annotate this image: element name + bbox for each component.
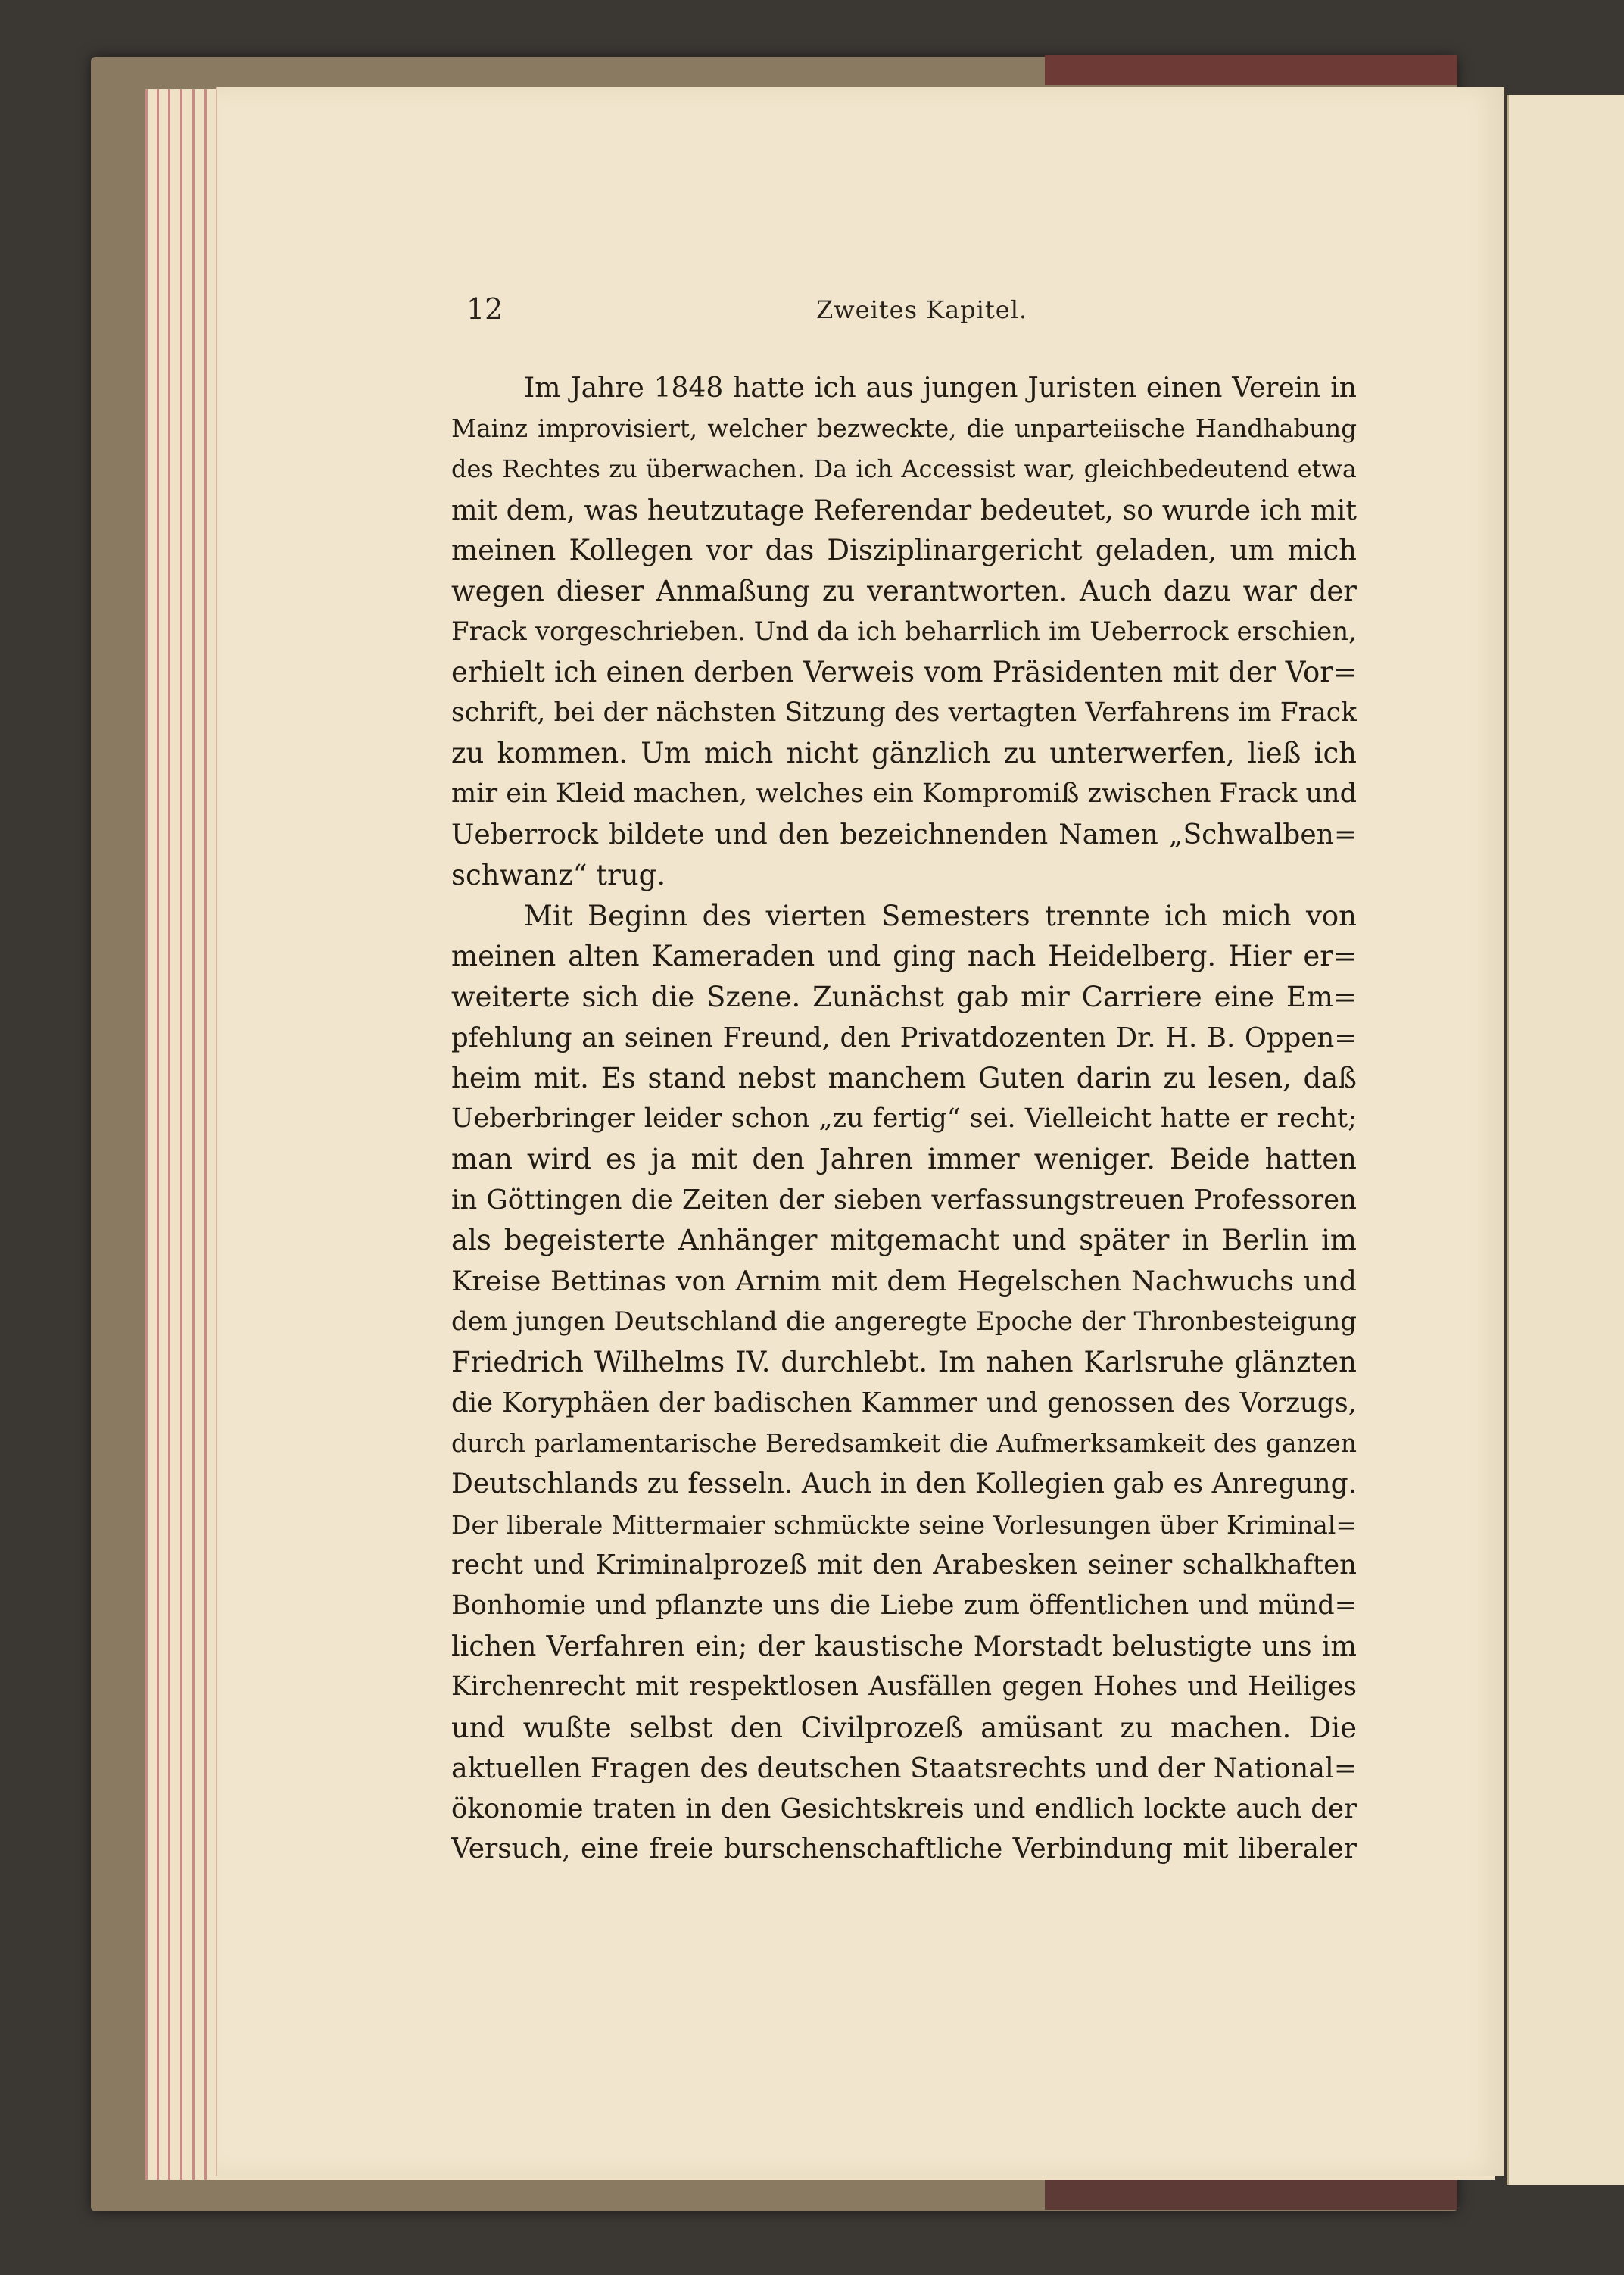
text-line: heim mit. Es stand nebst manchem Guten darin zu lesen, daß <box>451 1062 1357 1095</box>
text-line: mit dem, was heutzutage Referendar bedeutet, so wurde ich mit <box>451 493 1357 526</box>
text-line: die Koryphäen der badischen Kammer und genossen des Vorzugs, <box>451 1387 1357 1418</box>
text-line: und wußte selbst den Civilprozeß amüsant zu machen. Die <box>451 1711 1357 1744</box>
text-line: Ueberrock bildete und den bezeichnenden Namen „Schwalben= <box>451 819 1357 850</box>
text-line: Bonhomie und pflanzte uns die Liebe zum öffentlichen und münd= <box>451 1590 1357 1621</box>
text-line: erhielt ich einen derben Verweis vom Präsidenten mit der Vor= <box>451 656 1357 689</box>
text-line: meinen Kollegen vor das Disziplinargericht geladen, um mich <box>451 534 1357 567</box>
text-line: Versuch, eine freie burschenschaftliche Verbindung mit liberaler <box>451 1833 1357 1865</box>
page-number: 12 <box>466 292 503 326</box>
text-line: Frack vorgeschrieben. Und da ich beharrlich im Ueberrock erschien, <box>451 616 1357 647</box>
body-text <box>451 368 1357 1870</box>
text-line: ökonomie traten in den Gesichtskreis und endlich lockte auch der <box>451 1793 1357 1824</box>
text-line: aktuellen Fragen des deutschen Staatsrechts und der National= <box>451 1752 1357 1785</box>
text-line: Der liberale Mittermaier schmückte seine Vorlesungen über Kriminal= <box>451 1509 1357 1540</box>
text-line: durch parlamentarische Beredsamkeit die Aufmerksamkeit des ganzen <box>451 1428 1357 1459</box>
text-line: mir ein Kleid machen, welches ein Kompromiß zwischen Frack und <box>451 778 1357 809</box>
text-line: Ueberbringer leider schon „zu fertig“ sei. Vielleicht hatte er recht; <box>451 1103 1357 1134</box>
text-line: Im Jahre 1848 hatte ich aus jungen Juristen einen Verein in <box>524 373 1357 404</box>
text-line: dem jungen Deutschland die angeregte Epoche der Thronbesteigung <box>451 1306 1357 1337</box>
text-line: Mainz improvisiert, welcher bezweckte, die unparteiische Handhabung <box>451 413 1357 443</box>
text-line: Mit Beginn des vierten Semesters trennte ich mich von <box>524 899 1357 932</box>
text-line: recht und Kriminalprozeß mit den Arabesken seiner schalkhaften <box>451 1549 1357 1581</box>
text-line: Kirchenrecht mit respektlosen Ausfällen gegen Hohes und Heiliges <box>451 1671 1357 1702</box>
running-head: Zweites Kapitel. <box>816 295 1028 324</box>
text-line: weiterte sich die Szene. Zunächst gab mir Carriere eine Em= <box>451 980 1357 1013</box>
text-line: des Rechtes zu überwachen. Da ich Accessist war, gleichbedeutend etwa <box>451 454 1357 484</box>
page-header <box>466 292 1028 338</box>
text-line: als begeisterte Anhänger mitgemacht und später in Berlin im <box>451 1224 1357 1257</box>
facing-page <box>1507 95 1624 2185</box>
text-line: meinen alten Kameraden und ging nach Heidelberg. Hier er= <box>451 940 1357 973</box>
text-line: Deutschlands zu fesseln. Auch in den Kollegien gab es Anregung. <box>451 1468 1357 1500</box>
text-line: in Göttingen die Zeiten der sieben verfassungstreuen Professoren <box>451 1184 1357 1216</box>
cover-spine-top <box>1045 55 1457 85</box>
text-line: schrift, bei der nächsten Sitzung des vertagten Verfahrens im Frack <box>451 697 1357 728</box>
text-line: man wird es ja mit den Jahren immer weniger. Beide hatten <box>451 1143 1357 1176</box>
text-line: lichen Verfahren ein; der kaustische Morstadt belustigte uns im <box>451 1630 1357 1663</box>
text-line: Kreise Bettinas von Arnim mit dem Hegelschen Nachwuchs und <box>451 1265 1357 1298</box>
text-line: schwanz“ trug. <box>451 859 666 892</box>
text-line: wegen dieser Anmaßung zu verantworten. Auch dazu war der <box>451 574 1357 607</box>
text-line: Friedrich Wilhelms IV. durchlebt. Im nahen Karlsruhe glänzten <box>451 1346 1357 1379</box>
text-line: pfehlung an seinen Freund, den Privatdozenten Dr. H. B. Oppen= <box>451 1022 1357 1053</box>
text-line: zu kommen. Um mich nicht gänzlich zu unterwerfen, ließ ich <box>451 737 1357 770</box>
